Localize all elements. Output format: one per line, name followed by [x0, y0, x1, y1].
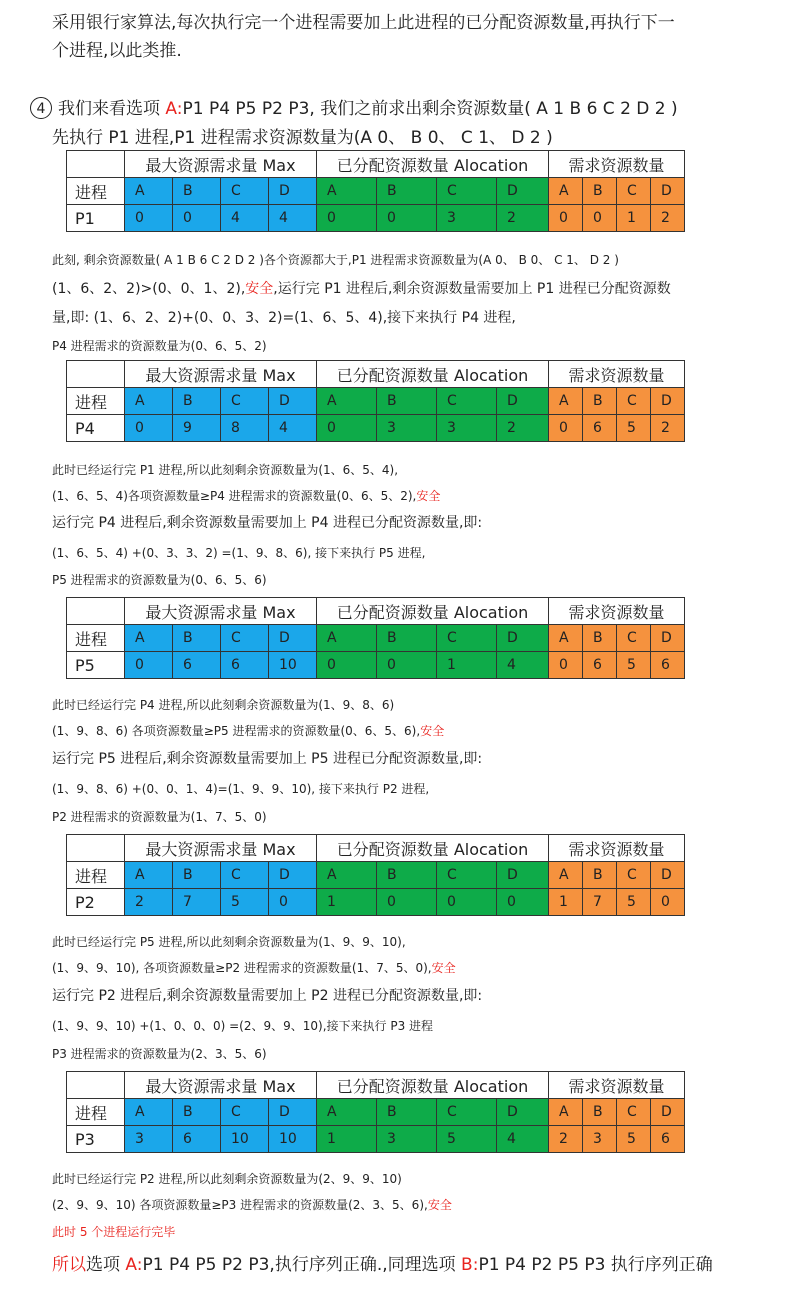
alloc-value: 3: [437, 205, 497, 232]
max-value: 6: [173, 1126, 221, 1153]
need-letter: B: [583, 625, 617, 652]
need-value: 3: [583, 1126, 617, 1153]
max-letter: D: [269, 178, 317, 205]
need-letter: B: [583, 1099, 617, 1126]
alloc-value: 0: [377, 205, 437, 232]
alloc-letter: A: [317, 1099, 377, 1126]
max-value: 0: [125, 415, 173, 442]
need-value: 0: [549, 652, 583, 679]
conclusion-a-pre: 选项: [86, 1255, 126, 1275]
need-letter: A: [549, 388, 583, 415]
max-letter: B: [173, 862, 221, 889]
alloc-value: 3: [377, 415, 437, 442]
p2-text-line-1: 此时已经运行完 P5 进程,所以此刻剩余资源数量为(1、9、9、10),: [52, 935, 406, 949]
alloc-value: 5: [437, 1126, 497, 1153]
need-letter: D: [651, 625, 685, 652]
need-letter: A: [549, 862, 583, 889]
alloc-letter: C: [437, 625, 497, 652]
safe-label: 安全: [245, 281, 274, 297]
max-value: 4: [221, 205, 269, 232]
max-value: 0: [269, 889, 317, 916]
need-value: 6: [651, 1126, 685, 1153]
alloc-letter: D: [497, 625, 549, 652]
alloc-value: 1: [317, 1126, 377, 1153]
allocation-header: 已分配资源数量 Alocation: [317, 1072, 549, 1099]
alloc-letter: A: [317, 388, 377, 415]
conclusion-option-b: B:: [461, 1255, 479, 1275]
p5-text-line-1: 此时已经运行完 P4 进程,所以此刻剩余资源数量为(1、9、8、6): [52, 698, 395, 712]
alloc-value: 1: [317, 889, 377, 916]
max-value: 8: [221, 415, 269, 442]
need-value: 0: [549, 205, 583, 232]
resource-table-p4: [66, 360, 685, 442]
alloc-letter: B: [377, 178, 437, 205]
p1-text-line-2: [52, 278, 671, 298]
need-value: 0: [549, 415, 583, 442]
max-letter: D: [269, 388, 317, 415]
allocation-header: 已分配资源数量 Alocation: [317, 361, 549, 388]
max-letter: A: [125, 862, 173, 889]
need-letter: B: [583, 178, 617, 205]
need-letter: C: [617, 1099, 651, 1126]
need-value: 6: [651, 652, 685, 679]
max-value: 9: [173, 415, 221, 442]
alloc-value: 2: [497, 415, 549, 442]
max-letter: B: [173, 1099, 221, 1126]
need-letter: D: [651, 178, 685, 205]
conclusion-a-post: P1 P4 P5 P2 P3,执行序列正确.,同理选项: [142, 1255, 462, 1275]
need-header: 需求资源数量: [549, 598, 685, 625]
max-header: 最大资源需求量 Max: [125, 598, 317, 625]
need-value: 2: [549, 1126, 583, 1153]
safe-label: 安全: [427, 1198, 452, 1212]
alloc-letter: A: [317, 625, 377, 652]
p4-text-line-4: (1、6、5、4) +(0、3、3、2) =(1、9、8、6), 接下来执行 P5 进程,: [52, 546, 426, 560]
resource-table-p1: [66, 150, 685, 232]
p2-text-line-4: (1、9、9、10) +(1、0、0、0) =(2、9、9、10),接下来执行 P3 进程: [52, 1019, 434, 1033]
p5-text-line-5: P2 进程需求的资源数量为(1、7、5、0): [52, 810, 267, 824]
need-header: 需求资源数量: [549, 1072, 685, 1099]
p3-compare: (2、9、9、10) 各项资源数量≥P3 进程需求的资源数量(2、3、5、6),: [52, 1198, 428, 1212]
allocation-header: 已分配资源数量 Alocation: [317, 151, 549, 178]
need-letter: C: [617, 178, 651, 205]
alloc-letter: C: [437, 862, 497, 889]
conclusion-so: 所以: [52, 1255, 86, 1275]
need-letter: D: [651, 862, 685, 889]
alloc-letter: B: [377, 862, 437, 889]
alloc-letter: A: [317, 862, 377, 889]
p1-text-line-4: P4 进程需求的资源数量为(0、6、5、2): [52, 339, 267, 353]
p4-compare: (1、6、5、4)各项资源数量≥P4 进程需求的资源数量(0、6、5、2),: [52, 489, 417, 503]
alloc-letter: D: [497, 388, 549, 415]
max-value: 10: [269, 1126, 317, 1153]
alloc-value: 2: [497, 205, 549, 232]
alloc-letter: B: [377, 625, 437, 652]
corner-cell: [67, 361, 125, 388]
step-heading-line-1: [30, 94, 678, 119]
need-value: 5: [617, 652, 651, 679]
alloc-value: 3: [377, 1126, 437, 1153]
need-value: 5: [617, 889, 651, 916]
need-value: 0: [651, 889, 685, 916]
need-letter: B: [583, 862, 617, 889]
process-header: 进程: [67, 1099, 125, 1126]
corner-cell: [67, 835, 125, 862]
max-letter: D: [269, 625, 317, 652]
max-letter: B: [173, 178, 221, 205]
need-letter: C: [617, 625, 651, 652]
process-header: 进程: [67, 178, 125, 205]
alloc-letter: D: [497, 862, 549, 889]
need-value: 0: [583, 205, 617, 232]
need-letter: A: [549, 1099, 583, 1126]
alloc-value: 0: [317, 205, 377, 232]
p5-text-line-4: (1、9、8、6) +(0、0、1、4)=(1、9、9、10), 接下来执行 P2 进程,: [52, 782, 430, 796]
need-value: 7: [583, 889, 617, 916]
max-letter: C: [221, 388, 269, 415]
max-letter: B: [173, 388, 221, 415]
alloc-value: 0: [437, 889, 497, 916]
process-header: 进程: [67, 625, 125, 652]
corner-cell: [67, 1072, 125, 1099]
max-letter: B: [173, 625, 221, 652]
need-letter: D: [651, 1099, 685, 1126]
p2-text-line-2: [52, 959, 456, 976]
need-letter: A: [549, 625, 583, 652]
allocation-header: 已分配资源数量 Alocation: [317, 835, 549, 862]
p1-text-line-3: 量,即: (1、6、2、2)+(0、0、3、2)=(1、6、5、4),接下来执行 P4 进程,: [52, 310, 516, 326]
max-value: 0: [125, 205, 173, 232]
p5-text-line-2: [52, 722, 444, 739]
need-value: 5: [617, 415, 651, 442]
max-value: 0: [125, 652, 173, 679]
alloc-letter: B: [377, 388, 437, 415]
conclusion-line-1: 此时 5 个进程运行完毕: [52, 1225, 176, 1239]
max-value: 2: [125, 889, 173, 916]
safe-label: 安全: [431, 961, 456, 975]
need-letter: A: [549, 178, 583, 205]
max-value: 10: [269, 652, 317, 679]
max-header: 最大资源需求量 Max: [125, 361, 317, 388]
max-letter: A: [125, 178, 173, 205]
alloc-value: 0: [317, 652, 377, 679]
alloc-letter: C: [437, 178, 497, 205]
p4-text-line-2: [52, 487, 440, 504]
max-letter: A: [125, 1099, 173, 1126]
alloc-letter: D: [497, 178, 549, 205]
conclusion-option-a: A:: [125, 1255, 143, 1275]
need-header: 需求资源数量: [549, 835, 685, 862]
alloc-letter: C: [437, 388, 497, 415]
max-value: 4: [269, 415, 317, 442]
max-value: 5: [221, 889, 269, 916]
process-name: P1: [67, 205, 125, 232]
alloc-value: 0: [497, 889, 549, 916]
p3-text-line-2: [52, 1196, 452, 1213]
need-letter: C: [617, 388, 651, 415]
alloc-value: 1: [437, 652, 497, 679]
step-heading-line-2: 先执行 P1 进程,P1 进程需求资源数量为(A 0、 B 0、 C 1、 D 2 ): [52, 128, 553, 148]
max-value: 7: [173, 889, 221, 916]
allocation-header: 已分配资源数量 Alocation: [317, 598, 549, 625]
max-value: 6: [173, 652, 221, 679]
p3-text-line-1: 此时已经运行完 P2 进程,所以此刻剩余资源数量为(2、9、9、10): [52, 1172, 402, 1186]
alloc-letter: D: [497, 1099, 549, 1126]
alloc-value: 0: [317, 415, 377, 442]
step-heading-pre: 我们来看选项: [58, 99, 166, 119]
max-letter: A: [125, 388, 173, 415]
p1-after-run: ,运行完 P1 进程后,剩余资源数量需要加上 P1 进程已分配资源数: [273, 281, 671, 297]
max-letter: C: [221, 178, 269, 205]
process-name: P4: [67, 415, 125, 442]
need-value: 2: [651, 205, 685, 232]
step-number-badge: 4: [30, 97, 52, 119]
max-letter: C: [221, 625, 269, 652]
need-letter: C: [617, 862, 651, 889]
process-name: P3: [67, 1126, 125, 1153]
alloc-value: 0: [377, 652, 437, 679]
p1-text-line-1: 此刻, 剩余资源数量( A 1 B 6 C 2 D 2 )各个资源都大于,P1 进程需求资源数量为(A 0、 B 0、 C 1、 D 2 ): [52, 253, 619, 267]
conclusion-b-post: P1 P4 P2 P5 P3 执行序列正确: [478, 1255, 713, 1275]
alloc-letter: B: [377, 1099, 437, 1126]
need-header: 需求资源数量: [549, 151, 685, 178]
p1-compare: (1、6、2、2)>(0、0、1、2),: [52, 281, 246, 297]
need-value: 2: [651, 415, 685, 442]
alloc-letter: A: [317, 178, 377, 205]
resource-table-p5: [66, 597, 685, 679]
safe-label: 安全: [416, 489, 441, 503]
alloc-value: 4: [497, 1126, 549, 1153]
p2-text-line-3: 运行完 P2 进程后,剩余资源数量需要加上 P2 进程已分配资源数量,即:: [52, 988, 483, 1004]
max-letter: D: [269, 862, 317, 889]
resource-table-p3: [66, 1071, 685, 1153]
alloc-value: 0: [377, 889, 437, 916]
max-header: 最大资源需求量 Max: [125, 1072, 317, 1099]
alloc-value: 3: [437, 415, 497, 442]
intro-line-2: 个进程,以此类推.: [52, 41, 182, 61]
p2-text-line-5: P3 进程需求的资源数量为(2、3、5、6): [52, 1047, 267, 1061]
process-header: 进程: [67, 388, 125, 415]
max-letter: C: [221, 1099, 269, 1126]
option-a-label: A:: [165, 99, 183, 119]
conclusion-line-2: [52, 1250, 713, 1275]
p4-text-line-1: 此时已经运行完 P1 进程,所以此刻剩余资源数量为(1、6、5、4),: [52, 463, 399, 477]
need-header: 需求资源数量: [549, 361, 685, 388]
max-value: 10: [221, 1126, 269, 1153]
resource-table-p2: [66, 834, 685, 916]
need-value: 1: [549, 889, 583, 916]
max-value: 6: [221, 652, 269, 679]
max-value: 0: [173, 205, 221, 232]
max-letter: A: [125, 625, 173, 652]
intro-line-1: 采用银行家算法,每次执行完一个进程需要加上此进程的已分配资源数量,再执行下一: [52, 13, 675, 33]
safe-label: 安全: [420, 724, 445, 738]
max-header: 最大资源需求量 Max: [125, 151, 317, 178]
need-value: 5: [617, 1126, 651, 1153]
p4-text-line-3: 运行完 P4 进程后,剩余资源数量需要加上 P4 进程已分配资源数量,即:: [52, 515, 483, 531]
alloc-value: 4: [497, 652, 549, 679]
need-value: 1: [617, 205, 651, 232]
need-value: 6: [583, 415, 617, 442]
process-header: 进程: [67, 862, 125, 889]
step-heading-post: P1 P4 P5 P2 P3, 我们之前求出剩余资源数量( A 1 B 6 C 2 D 2 ): [182, 99, 678, 119]
max-value: 3: [125, 1126, 173, 1153]
corner-cell: [67, 151, 125, 178]
corner-cell: [67, 598, 125, 625]
p4-text-line-5: P5 进程需求的资源数量为(0、6、5、6): [52, 573, 267, 587]
p5-compare: (1、9、8、6) 各项资源数量≥P5 进程需求的资源数量(0、6、5、6),: [52, 724, 421, 738]
max-letter: D: [269, 1099, 317, 1126]
max-header: 最大资源需求量 Max: [125, 835, 317, 862]
need-letter: B: [583, 388, 617, 415]
need-letter: D: [651, 388, 685, 415]
p5-text-line-3: 运行完 P5 进程后,剩余资源数量需要加上 P5 进程已分配资源数量,即:: [52, 751, 483, 767]
alloc-letter: C: [437, 1099, 497, 1126]
process-name: P2: [67, 889, 125, 916]
max-value: 4: [269, 205, 317, 232]
p2-compare: (1、9、9、10), 各项资源数量≥P2 进程需求的资源数量(1、7、5、0),: [52, 961, 432, 975]
max-letter: C: [221, 862, 269, 889]
need-value: 6: [583, 652, 617, 679]
process-name: P5: [67, 652, 125, 679]
